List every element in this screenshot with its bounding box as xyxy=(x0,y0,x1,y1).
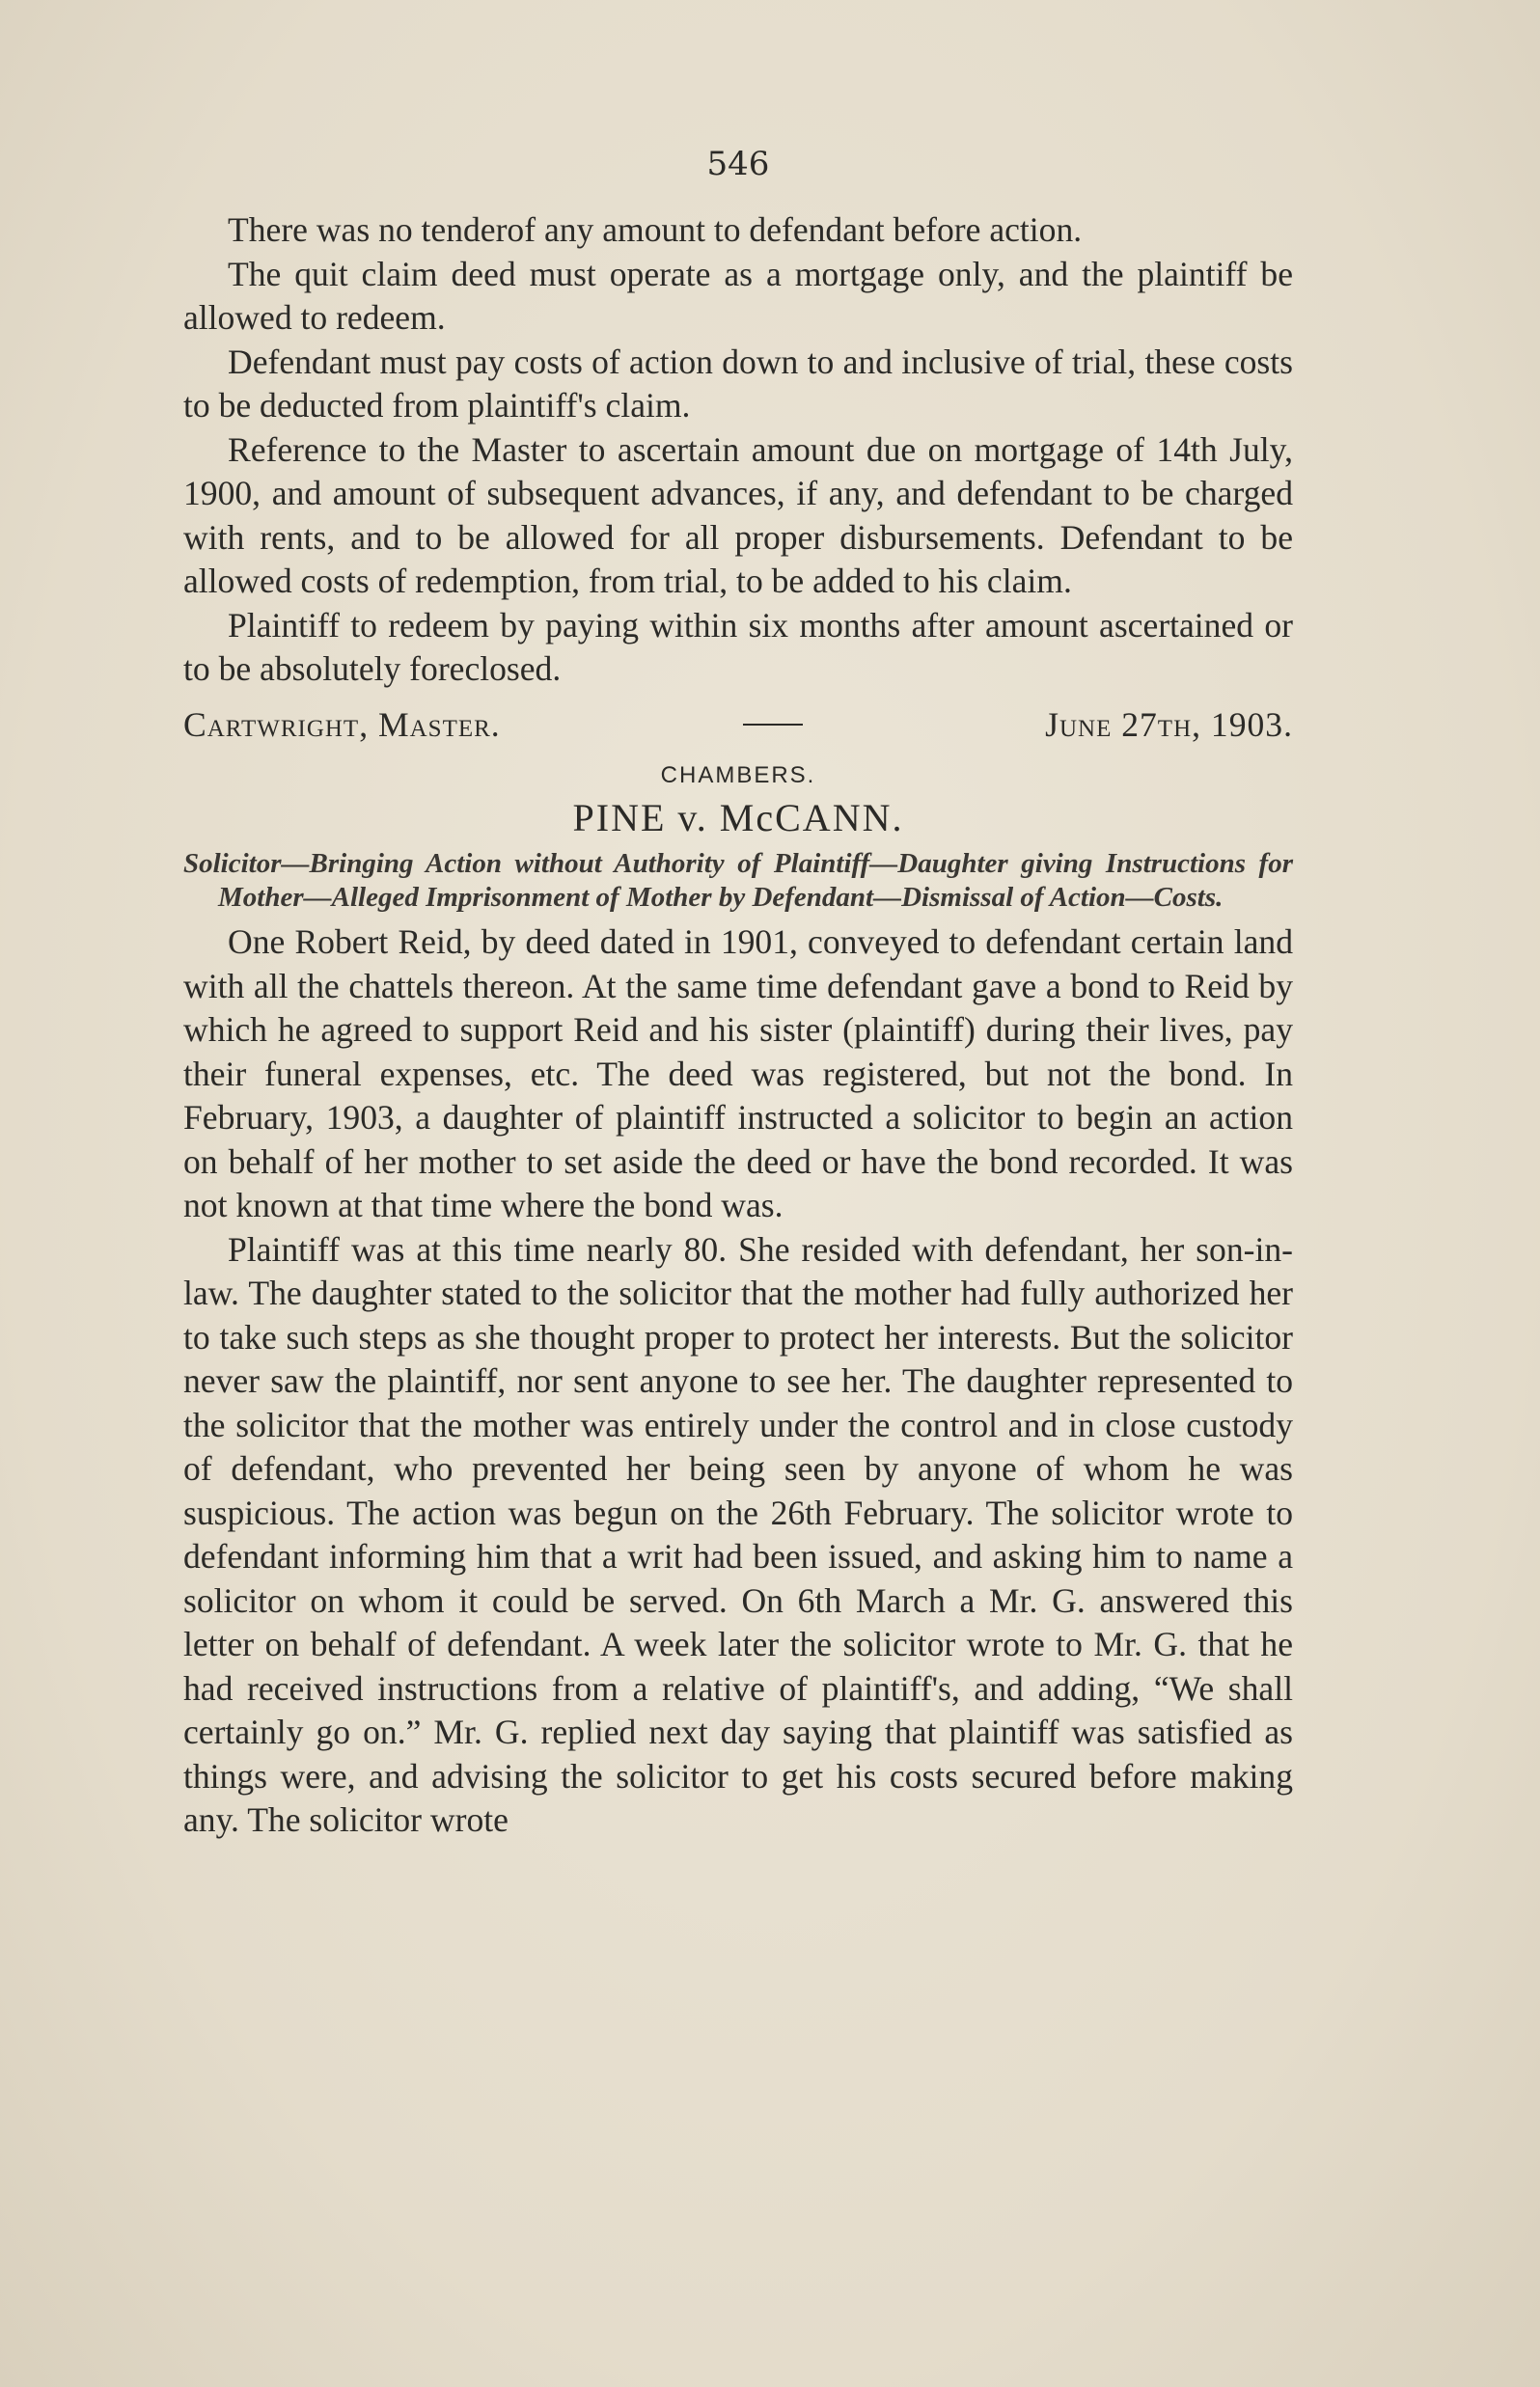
page-number: 546 xyxy=(706,145,770,183)
case-title: PINE v. McCANN. xyxy=(572,796,904,839)
paragraph-redeem: Plaintiff to redeem by paying within six months after amount ascertained or to be absolutely foreclosed. xyxy=(183,605,1293,688)
paragraph-quit-claim: The quit claim deed must operate as a mortgage only, and the plaintiff be allowed to redeem. xyxy=(183,254,1293,337)
headnote: Solicitor—Bringing Action without Authority of Plaintiff—Daughter giving Instructions for Mother—Alleged Imprisonment of Mother by Defendant—Dismissal of Action—Costs. xyxy=(183,848,1293,913)
text-column xyxy=(183,145,1293,1843)
chambers-heading: CHAMBERS. xyxy=(660,762,816,788)
paragraph-costs: Defendant must pay costs of action down to and inclusive of trial, these costs to be deducted from plaintiff's claim. xyxy=(183,342,1293,425)
judgment-signature xyxy=(183,703,1293,748)
paragraph-facts: One Robert Reid, by deed dated in 1901, conveyed to defendant certain land with all the chattels thereon. At the same time defendant gave a bond to Reid by which he agreed to support Reid and his sister (plaintiff) during their lives, pay their funeral expenses, etc. The deed was registered, but not the bond. In February, 1903, a daughter of plaintiff instructed a solicitor to begin an action on behalf of her mother to set aside the deed or have the bond recorded. It was not known at that time where the bond was. xyxy=(183,922,1293,1224)
paragraph-no-tender: There was no tenderof any amount to defendant before action. xyxy=(228,210,1083,249)
separator-rule xyxy=(743,724,803,726)
judge-name: Cartwright, Master. xyxy=(183,704,501,744)
judgment-date: June 27th, 1903. xyxy=(1045,704,1293,744)
paragraph-plaintiff: Plaintiff was at this time nearly 80. She resided with defendant, her son-in-law. The daughter stated to the solicitor that the mother had fully authorized her to take such steps as she thought proper to protect her interests. But the solicitor never saw the plaintiff, nor sent anyone to see her. The daughter represented to the solicitor that the mother was entirely under the control and in close custody of defendant, who prevented her being seen by anyone of whom he was suspicious. The action was begun on the 26th February. The solicitor wrote to defendant informing him that a writ had been issued, and asking him to name a solicitor on whom it could be served. On 6th March a Mr. G. answered this letter on behalf of defendant. A week later the solicitor wrote to Mr. G. that he had received instructions from a relative of plaintiff's, and adding, “We shall certainly go on.” Mr. G. replied next day saying that plaintiff was satisfied as things were, and advising the solicitor to get his costs secured before making any. The solicitor wrote xyxy=(183,1229,1293,1839)
paragraph-reference: Reference to the Master to ascertain amount due on mortgage of 14th July, 1900, and amount of subsequent advances, if any, and defendant to be charged with rents, and to be allowed for all proper disbursements. Defendant to be allowed costs of redemption, from trial, to be added to his claim. xyxy=(183,429,1293,600)
